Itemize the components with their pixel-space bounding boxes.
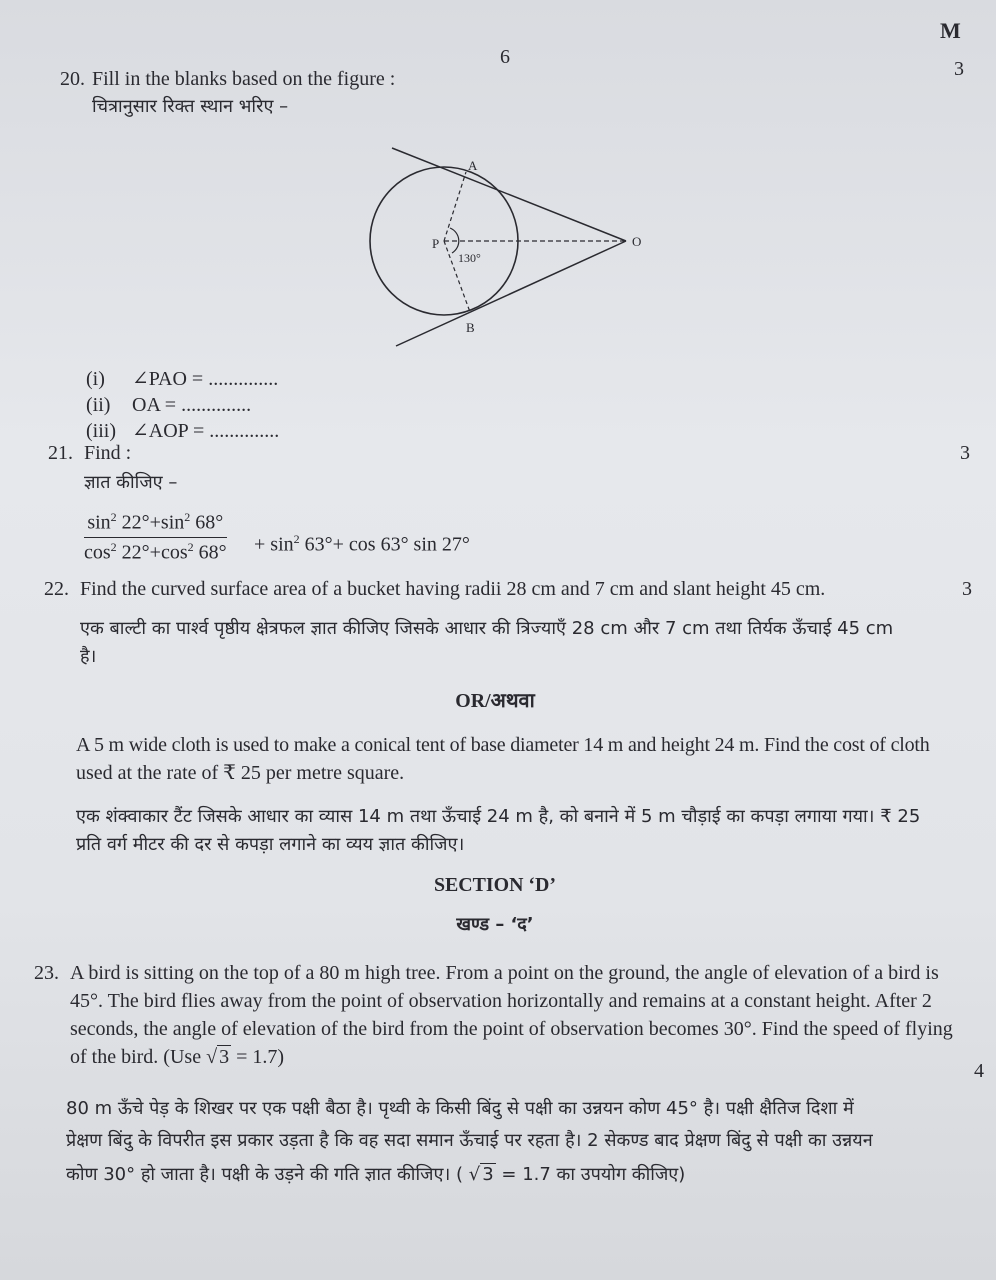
q23-line-4: of the bird. (Use √ 3 = 1.7)	[70, 1046, 285, 1068]
q22-text-hi-1: एक बाल्टी का पार्श्व पृष्ठीय क्षेत्रफल ज्ञात कीजिए जिसके आधार की त्रिज्याएँ 28 cm और 7 cm तथा तिर्यक ऊँचाई 45 cm	[80, 618, 894, 639]
q20-item-3: ∠AOP = ..............	[132, 420, 280, 442]
section-heading-hi: खण्ड – ‘द’	[456, 914, 534, 935]
q22-alt-en-2: used at the rate of ₹ 25 per metre square.	[76, 762, 405, 784]
q21-denominator: $\cos^2 22^\circ+\cos^2$ 68°	[84, 539, 227, 564]
q22-text-hi-2: है।	[80, 646, 97, 667]
fraction-bar	[84, 537, 227, 538]
q22-alt-hi-1: एक शंक्वाकार टैंट जिसके आधार का व्यास 14 m तथा ऊँचाई 24 m है, को बनाने में 5 m चौड़ाई का कपड़ा लगाया गया। ₹ 25	[76, 806, 921, 827]
page-number: 6	[500, 46, 510, 68]
q21-text-hi: ज्ञात कीजिए –	[84, 472, 178, 493]
q21-marks: 3	[960, 442, 970, 464]
q21-fraction	[84, 510, 227, 564]
q22-alt-en-1: A 5 m wide cloth is used to make a conical tent of base diameter 14 m and height 24 m. Find the cost of cloth	[76, 734, 930, 756]
q22-text-en: Find the curved surface area of a bucket having radii 28 cm and 7 cm and slant height 45 cm.	[80, 578, 826, 600]
q21-numerator: $\sin^2 22^\circ+\sin^2$ 68°	[87, 510, 224, 534]
label-a: A	[468, 158, 478, 173]
q21-text-en: Find :	[84, 442, 132, 464]
q20-number: 20.	[60, 68, 85, 90]
angle-label: 130°	[458, 251, 481, 265]
q21-number: 21.	[48, 442, 73, 464]
q20-item-1: ∠PAO = ..............	[132, 368, 279, 390]
q23-line-3: seconds, the angle of elevation of the bird from the point of observation becomes 30°. Find the speed of flying	[70, 1018, 953, 1040]
section-heading-en: SECTION ‘D’	[433, 874, 557, 896]
q23-marks: 4	[974, 1060, 984, 1082]
q23-hi-2: प्रेक्षण बिंदु के विपरीत इस प्रकार उड़ता है कि वह सदा समान ऊँचाई पर रहता है। 2 सेकण्ड बाद प्रेक्षण बिंदु से पक्षी का उन्नयन	[66, 1130, 873, 1151]
tangent-oa	[392, 148, 626, 241]
q23-hi-3: कोण 30° हो जाता है। पक्षी के उड़ने की गति ज्ञात कीजिए। ( √ 3 = 1.7 का उपयोग कीजिए)	[66, 1164, 686, 1185]
q23-number: 23.	[34, 962, 59, 984]
q22-marks: 3	[962, 578, 972, 600]
label-b: B	[466, 320, 475, 335]
q20-item-1-roman: (i)	[86, 368, 105, 390]
q22-alt-hi-2: प्रति वर्ग मीटर की दर से कपड़ा लगाने का व्यय ज्ञात कीजिए।	[76, 834, 465, 855]
q20-text-en: Fill in the blanks based on the figure :	[92, 68, 396, 90]
corner-letter: M	[940, 18, 961, 43]
q20-text-hi: चित्रानुसार रिक्त स्थान भरिए –	[92, 96, 289, 117]
or-separator: OR/अथवा	[455, 690, 535, 712]
q23-line-1: A bird is sitting on the top of a 80 m high tree. From a point on the ground, the angle of elevation of a bird is	[70, 962, 939, 984]
q20-item-3-roman: (iii)	[86, 420, 116, 442]
label-p: P	[432, 236, 440, 251]
tangent-circle-figure	[360, 140, 660, 355]
q23-line-2: 45°. The bird flies away from the point of observation horizontally and remains at a constant height. After 2	[70, 990, 932, 1012]
q22-number: 22.	[44, 578, 69, 600]
q23-hi-1: 80 m ऊँचे पेड़ के शिखर पर एक पक्षी बैठा है। पृथ्वी के किसी बिंदु से पक्षी का उन्नयन कोण 45° है। पक्षी क्षैतिज दिशा में	[66, 1098, 854, 1119]
tangent-ob	[396, 241, 626, 346]
q20-item-2-roman: (ii)	[86, 394, 111, 416]
q21-expression-tail: + $\sin^2 63^\circ+ \cos 63^\circ$ sin 27°	[254, 532, 470, 556]
q20-item-2: OA = ..............	[132, 394, 252, 416]
corner-marks: 3	[954, 58, 964, 80]
label-o: O	[632, 234, 642, 249]
